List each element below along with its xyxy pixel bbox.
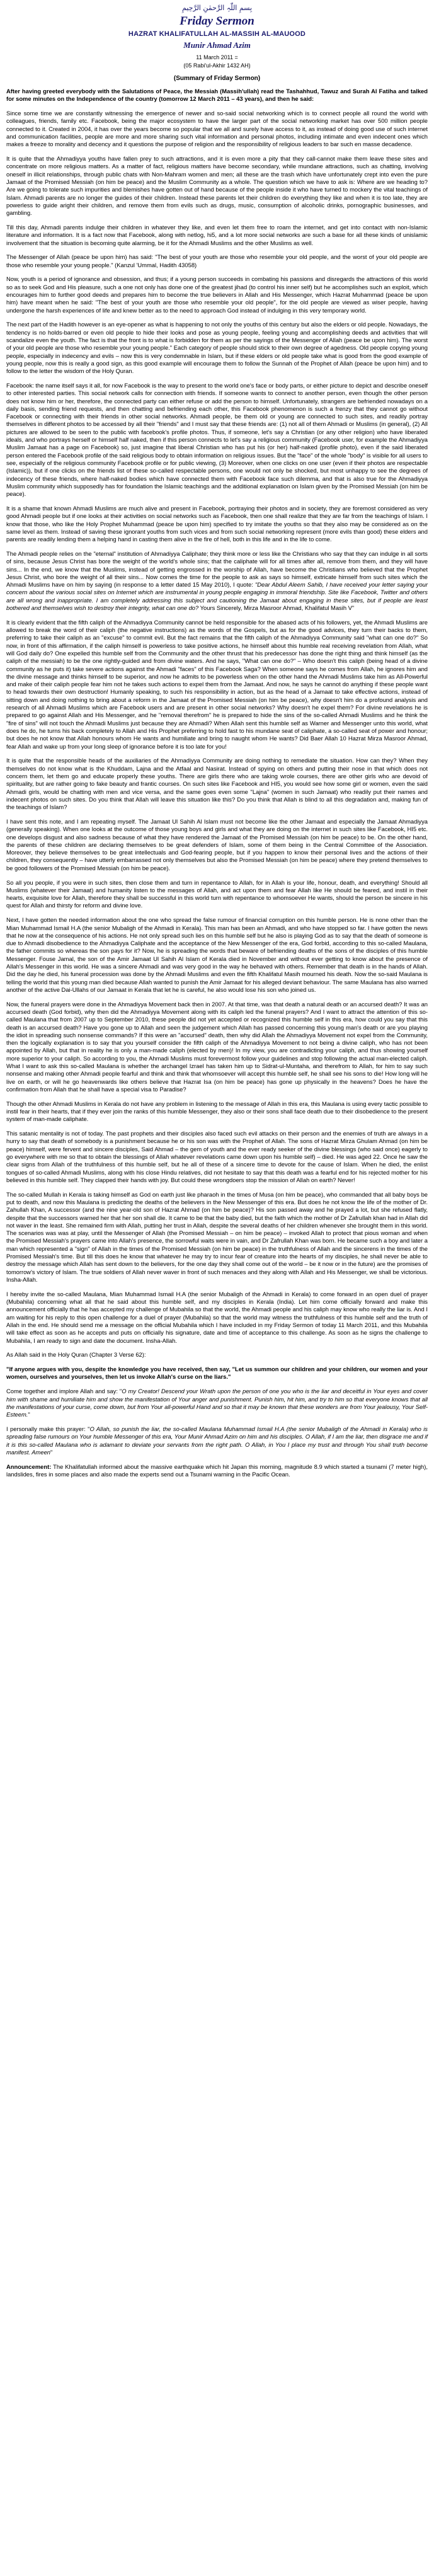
paragraph: The Messenger of Allah (peace be upon him) has said: "The best of your youth are those who resemble your old people, and the worst of your old people are those who resemble your young people." (Kanzul 'Ummal, Hadith 43058) [6, 253, 428, 268]
paragraph: It is quite that the responsible heads of the auxiliaries of the Ahmadiyya Community are doing nothing to remediate the situation. How can they? When they themselves do not know what is the Khuddam, Lajna and the Atfaal and Nasirat. Instead of spying on others and putting their nose in that which does not concern them, let them go and educate properly these youths. There are girls there who are taking wrole courses, there are other girls who are devoid of spirituality, but are rather going to fake beauty and frantic courses. On such sites like Facebook and HI5, you would see how some girl or women, even the said Ahmadi girls, would be chatting with men and vice versa, and the same goes even some "Lajna" (women in such Jamaat) who readily put their names and indecent photos on such sites. Do you think that Allah will leave this situation like this? Do you think that Allah is blind to all this degradation and, making fun of the teachings of Islam? [6, 757, 428, 811]
paragraph-text: Come together and implore Allah and say: " [6, 1388, 122, 1395]
paragraph: It is quite that the Ahmadiyya youths have fallen prey to such attractions, and it is even more a pity that they call-cannot make them leave these sites and concentrate on more religious matters. As a matter of fact, religious matters have become secondary, while mundane attractions, such as chatting, involving oneself in illicit relationships, through public chats with Non-Mahram women and men; all these are the trash which have unfortunately crept into even the pure Jamaat of the Promised Messiah (on him be peace) and the Muslim Community as a whole. The question which we have to ask is: Where are we heading to? Are we going to tolerate such impurities and blemishes have gotten out of hand because of the people inside it who have turned to mockery the vital teachings of Islam. Ahmadi parents are no longer the guides of their children. Instead these parents let their children do everything they like and when it is too late, they are powerless to guide aright their children, and remove them from evils such as drugs, music, consumption of alcoholic drinks, pornographic businesses, and gambling. [6, 155, 428, 217]
paragraph-text: The Ahmadi people relies on the "eternal" institution of Ahmadiyya Caliphate; they think more or less like the Christians who say that they can indulge in all sorts of sins, because Jesus Christ has bore the weight of the world's whole sins; that the caliphate will for all times after all, remove from them, and they will have sins... In the end, we know that the Muslims, instead of getting engrossed in the worship of Allah, have become the Christians who believed that the Prophet Jesus Christ, who bore the weight of all their sins... Now comes the time for the people to ask as says so himself, extricate himself from such sites which the Ahmadi Muslims have on him by saying (in response to a letter dated 15 May 2010), I quote: [6, 549, 428, 589]
paragraph-text: I personally make this prayer: " [6, 1425, 90, 1432]
paragraph: Now, the funeral prayers were done in the Ahmadiyya Movement back then in 2007. At that time, was that death a natural death or an accursed death? It was an accursed death (God forbid), why then did the Ahmadiyya Movement along with its caliph led the funeral prayers? And I want to attract the attention of this so-called Maulana that from 2007 up to September 2010, these people did not yet accepted or recognized this humble self in this era, how could you say that this death is an accursed death? Have you gone up to Allah and seen the judgement which Allah has passed concerning this young man's death or are you playing the idiot in spreading such nonsense commands? If this were an "accursed" death, then why did Allah the Ahmadiyya Movement not expel from the Community, then the logically explanation is to say that you yourself consider the fifth caliph of the Ahmadiyya Movement to not being a divine caliph, who has not been appointed by Allah, but that in reality he is only a man-made caliph (elected by men)! In my view, you are contradicting your caliph, and thus showing yourself more superior to your caliph. So according to you, the Ahmadi Muslims must forevermost follow your guidelines and stop following the actual man-elected caliph. What I want to ask this so-called Maulana is whether the archangel Izrael has taken him up to Sidrat-ul-Muntaha, and therefrom to Allah, for him to say such nonsense and making other Ahmadi people fearful and think and think that whomsoever will accept this humble self, he shall see his sons to die! How long will he live on earth, or will he go heavenwards like others believe that Hazrat Isa (on him be peace) has gone up physically in the heavens? Does he have the confirmation from Allah that he shall have a special visa to Paradise? [6, 1000, 428, 1093]
page-title: Friday Sermon [180, 14, 254, 28]
sermon-page [6, 0, 428, 1478]
hijri-date: (05 Rabi'ul-Akhir 1432 AH) [183, 62, 251, 69]
letter-signature: Yours Sincerely, Mirza Masroor Ahmad, Khalifatul Masih V" [198, 604, 355, 612]
prayer-quote: O Allah, so punish the liar, the so-called Maulana Muhammad Ismail H.A (the senior Mubaligh of the Ahmadi in Kerala) who is spreading false rumours on Your humble Messenger of this era, Your Munir Ahmad Azim on him and his disciples. O Allah, if I am the liar, then disgrace me and if it is this so-called Maulana who is adamant to deviate your servants from the right path. O Allah, in You I place my trust and through You shall truth become manifest. Ameen [6, 1425, 428, 1456]
paragraph: It is a shame that known Ahmadi Muslims are much alive and present in Facebook, portraying their photos and in society, they are foremost considered as very good Ahmadi people but if one looks at their activities on social networks such as Facebook, then one shall realize that they are far from the teachings of Islam. I know that those, who like the Holy Prophet Muhammad (peace be upon him) specified to try imitate the youths so that they also may be considered as on the same level as them. Instead of saving these ignorant youths from such vices and from such social networking represent (more evils than good) these elders and parents are readily lending them a helping hand in casting them alive in the fire of hell, both in this life and in the life to come. [6, 504, 428, 543]
paragraph: So all you people, if you were in such sites, then close them and turn in repentance to Allah, for in Allah is your life, honour, death, and everything! Should all Muslims (whatever their Jamaat) and humanity listen to the messages of Allah, and act upon them and fear Allah like He should be feared, and instil in their hearts, exquisite love for Allah, therefore they shall be successful in this world turn with repentance to whomsoever He wants, should the person be sincere in his quest for Allah and thirsty for reform and divine love. [6, 878, 428, 909]
paragraph: Facebook: the name itself says it all, for now Facebook is the way to present to the world one's face or body parts, or either picture to depict and describe oneself to other interested parties. This social network calls for connection with friends. If someone wants to connect to another person, even though the other person does not know him or her, therefore, the connected party can either refuse or add the person to himself. Unfortunately, strangers are befriended nowadays on a daily basis, sending friend requests, and then chatting and befriending each other, this Facebook phenomenon is such a frenzy that they cannot go without Facebook or connecting with their friends in other social networks. Ahmadi people, be them old or young are connected to such sites, and readily portray themselves in different photos to be accessed by all their "friends" and I must say that these friends are: (1) not all of them Ahmadi or Muslims (in general), (2) All pictures are allowed to be seen to the public with facebook's profile photos. Thus, if someone, let's say a Christian (or any other religion) who have liberated ideals, and who portrays herself or himself half naked, then if this person connects to let's say a religious community (Facebook user, for example the Ahmadiyya Muslim Jamaat has a page on Facebook) so, just imagine that liberal Christian who has put his (or her) half-naked (profile photo), even if the said liberated person entered the Facebook profile of the said religious body to obtain information on religious issues. But the "face" of the whole "body" is visible for all users to see, especially of the religious community Facebook profile or for public viewing, (3) Moreover, when one clicks on one user (even if their photos are respectable (Islamic)), but if one clicks on the friends list of these so-called respectable persons, one would not only be shocked, but most unhappy to see the degrees of indecency of these friends, where half-naked bodies which have connected them with Facebook face such dilemma, and that is also true for the Ahmadiyya Muslim community which supposedly has for foundation the Islamic teachings and the additional explanation on Islam given by the Promised Messiah (on him be peace). [6, 382, 428, 498]
announcement [6, 1463, 428, 1479]
quote-close: " [28, 1411, 30, 1418]
paragraph: I hereby invite the so-called Maulana, Mian Muhammad Ismail H.A (the senior Mubaligh of the Ahmadi in Kerala) to come forward in an open duel of prayer (Mubahila) concerning what all that he said about this humble self, and my disciples in Kerala (India). Let him come officially forward and make this announcement officially that he has accepted my challenge of Mubahila so that the world, the Ahmadi people and his caliph may know who really the liar is. And I am waiting for his reply to this open challenge for a duel of prayer (Mubahila) so that the world may witness the truthfulness of this humble self and the truth of Allah in the end. He should send me a message on the official Mubahila which I have included in my Friday Sermon of today 11 March 2011, and this Mubahila will take effect as soon as he accepts and puts on officially his signature, date and time of acceptance to this challenge. As soon as he signs the challenge to Mubahila, I am ready to sign and date the document. Insha-Allah. [6, 1290, 428, 1344]
sermon-body [6, 88, 428, 1478]
bismillah-heading: بِسمِ اللّٰہِ الرَّحمٰنِ الرَّحِیمِ [181, 4, 253, 12]
paragraph: It is clearly evident that the fifth caliph of the Ahmadiyya Community cannot be held responsible for the abased acts of his followers, yet, the Ahmadi Muslims are allowed to break the word of their caliph (the negative instructions) as the words of the Gospels, but as for the good advices, they turn their backs to them, preferring to take their caliph as an "excuse" to commit evil. But the fact remains that the fifth caliph of the Ahmadiyya Community said "what can one do?" So now, in front of this affirmation, if the caliph himself is powerless to take positive actions, he himself about this humble real receiving revelation from Allah, what will God daily do? One expelled this humble self from the Community and the other thrust that his predecessor has done the right thing and think himself (as the caliph of the messiah) to be the one rightly-guided and from divine waters. And he says, "What can one do?" – Who doesn't this caliph (being head of a divine community as he puts it) take severe actions against the Ahmadi "faces" of this Facebook Saga? When someone says he comes from Allah, he ignores him and the divine message and thinks himself to be superior, and now he admits to be powerless when on the other hand the Ahmadi Muslims take him as All-Powerful and make of their caliph people fear him not he takes such actions to expel them from the Jamaat. And now, he says he cannot do anything if these people want to head towards their own destruction! Humanly speaking, to such his responsibility in action, but as the head of a Jamaat to take effective actions, instead of sitting down and doing nothing to bring about a reform in the Jamaat of the Promised Messiah (on him be peace), why doesn't him do a profound analysis and research of all Ahmadi Muslims which are Facebook users and are present in other social networks? Why doesn't he expel them? For divine revelations he is prepared to go against Allah and His Messenger, and he "removal therefrom" he is prepared to hide the sins of the so-called Ahmadi Muslims and he think the "fire of sins" will not touch the Ahmadi Muslims just because they are Ahmadi? When Allah sent this humble self as Warner and Messenger unto this world, what does he do, he turns his back completely to Allah and His Prophet preferring to hold fast to his mundane seat of caliphate, a so-called seat of power and honour; but does he not know that Allah honours whom He wants and humiliate and bring to naught whom He wants? Did Baer Allah 10 Hazrat Mirza Masroor Ahmad, fear Allah and wake up from your long sleep of ignorance before it is too late for you! [6, 618, 428, 750]
paragraph [6, 1388, 428, 1418]
quoted-letter: "Dear Abdul Aleem Sahib, I have received your letter saying your concern about the various social sites on Internet which are instrumental in young people engaging in immoral friendship. Site like Facebook, Twitter and others are all wrong and inappropriate. I am completely addressing this subject and cautioning the Jamaat about engaging in these sites, but if people are least bothered and themselves wish to destroy their integrity, what can one do? [6, 581, 428, 612]
paragraph: Since some time we are constantly witnessing the emergence of newer and so-said social networking which is to connect people all round the world with colleagues, friends, family etc. Facebook, being the major ecosystem to have the larger part of the social networking market has over 500 million people connected to it. Created in 2004, it has over the years become so popular that we all and surely have access to it, as instead of doing good use of such internet and communication facilities, people are more and more sharing such vital information and personal photos, including intimate and even indecent ones which makes a freeze to morality and decency and it questions the purpose of religion and the responsibility of religious leaders to bar such en masse decadence. [6, 110, 428, 148]
prayer-quote: O my Creator! Descend your Wrath upon the person of one you who is the liar and deceitful in Your eyes and cover him with shame and humiliate him and show the manifestation of Your anger and punishment. Punish him, hit him, and try to him so that everyone knows that all the manifestations of your curse, come down, but from Your all-powerful Hand and so that it may be known that these wonders are from Your jealousy, Your Self-Esteem. [6, 1388, 428, 1418]
paragraph: Now, youth is a period of ignorance and obsession, and thus; if a young person succeeds in combating his passions and disregards the attractions of this world so as to seek God and His pleasure, such a one not only has done one of the greatest jihad (to control his inner self) but he accomplishes such an exploit, which encourages him to further good deeds and prepares him to become the true believers in Allah and His Messenger, which Hazrat Muhammad (peace be upon him) have meant when he said: "The best of your youth are those who resemble your old people", for the old people are viewed as wiser people, having undergone the harsh experiences of life and knew better as to the need to approach God instead of indulging in this very temporary world. [6, 275, 428, 314]
announcement-text: The Khalifatullah informed about the massive earthquake which hit Japan this morning, magnitude 8.9 which started a tsunami (7 meter high), landslides, fires in some places and also made the experts send out a Tsunami warning in the Pacific Ocean. [6, 1463, 428, 1478]
paragraph: Next, I have gotten the needed information about the one who spread the false rumour of financial corruption on this humble person. He is none other than the Mian Muhammad Ismail H.A (the senior Mubaligh of the Ahmadi in Kerala). This man has been an Ahmadi, and who have stopped so far. I have gotten the news that he now at the consequence of his actions. He not only spread such lies on this humble self but he also is playing God as to say that the death of someone is due to Ahmadi disobedience to the Ahmadiyya Caliphate and the acceptance of the New Messenger of the era, God forbid, according to this so-called Maulana, the father commits so whereas the son pays for it? Now, he is spreading the words that beware of befriending deaths of the sons of the disciples of this humble Messenger. Fouse Jamal, the son of the Amir Jamaat Ul Sahih Al Islam of Kerala died in November and without ever getting to know about the presence of Allah's Messenger in this world. He was a sincere Ahmadi and was very good in the way he behaved with others. Remember that death is in the hands of Allah. Did the day he died, his funeral procession was done by the Ahmadi Muslims and even the fifth Khalifatul Masih mourned his death. Now the so-said Maulana is telling the world that this young man died because Allah wanted to punish the Amir Jamaat for his alleged deviant behaviour. The same Maulana has also warned another of the active Dai-Ullahs of our Jamaat in Kerala that let he is careful, he also would lose his son who joined us. [6, 916, 428, 993]
author-name: Munir Ahmad Azim [183, 40, 251, 50]
paragraph: Till this day, Ahmadi parents indulge their children in whatever they like, and even let them free to roam the internet, and get into contact with non-Islamic literature and information. It is a fact now that Facebook, along with netlog, hi5, and a lot more social networks are such a base for all these kinds of unislamic involvement that the situation is becoming quite alarming, be it for the Ahmadi Muslims and the other Muslims as well. [6, 223, 428, 246]
paragraph [6, 550, 428, 612]
announcement-label: Announcement: [6, 1463, 52, 1470]
paragraph: Though the other Ahmadi Muslims in Kerala do not have any problem in listening to the message of Allah in this era, this Maulana is using every tactic possible to instil fear in their hearts, that if they ever join the ranks of this humble Messenger, they also or their sons shall face death due to their disobedience to the present system of man-made caliphate. [6, 1100, 428, 1123]
sermon-date: 11 March 2011 = [196, 54, 238, 60]
summary-label: (Summary of Friday Sermon) [173, 75, 261, 82]
speaker-name: HAZRAT KHALIFATULLAH AL-MASSIH AL-MAUOOD [128, 30, 306, 38]
paragraph: The so-called Mullah in Kerala is taking himself as God on earth just like pharaoh in the times of Musa (on him be peace), who commanded that all baby boys be put to death, and now this Maulana is predicting the deaths of the believers in the New Messenger of this era. But does he not know the life of the mother of Dr. Zahullah Khan, A successor (and the nine year-old son of Hazrat Ahmad (on him be peace)? His son passed away and he prayed a lot, but she refused flatly, despite that the successors warned her that her son shall die. It came to be that the baby died, but the faith which the mother of Dr Zafrullah khan had in Allah did not waver in the least. She remained firm with Allah, putting her trust in Allah, despite the several deaths of her children whenever she brought them in this world. The scenarios was was at play, until the Messenger of Allah (the Promised Messiah – on him be peace) – invoked Allah to protect that pious woman and when the Promised Messiah's prayers came into Allah's presence, the sorrowful waits were in vain, and Dr Zafrullah Khan was born. He became such a boy and later a man which represented a "sign" of Allah in the times of the Promised Messiah (on him be peace) in the truthfulness of Allah and the sincerens in the times of the Promised Messiah's time. But till this does he know that whatever he may try to incur fear of creature into the hearts of my disciples, he shall never be able to destroy the message which Allah has sent down to the believers, for the one day they shall come out of the world – be it now or in the future) are the promises of tomorrow's victory of Islam. The true soldiers of Allah never waver in front of such menaces and they along with Allah and His Messenger, we shall be victorious. Insha-Allah. [6, 1190, 428, 1283]
paragraph: This satanic mentality is not of today. The past prophets and their disciples also faced such evil attacks on their person and the enemies of truth are always in a hurry to say that death of somebody is a punishment because he or his son was with the Prophet of Allah. The sons of Hazrat Mirza Ghulam Ahmad (on him be peace) himself, were fervent and sincere disciples, Said Ahmad – the gem of youth and the ever ready seeker of the divine blessings (who said once) eagerly to go everywhere with me so that to obtain the blessings of Allah whatever revelations came down upon his humble self) – died. He was aged 22. Once he saw the clear signs from Allah of the truthfulness of this humble self, but he all of these of a sincere time to devote for the cause of Islam. When he died, the enlist tongues of so-called Ahmadi Muslims, along with his close Hindu relatives, did not hesitate to say that this death was a fearful end for his rejected mother for his believed in this humble self. They clapped their hands with joy. But could these wrongdoers stop the mission of Allah on earth? Never! [6, 1130, 428, 1183]
paragraph: As Allah said in the Holy Quran (Chapter 3 Verse 62): [6, 1351, 146, 1359]
quote-close: " [50, 1448, 53, 1456]
quran-verse: "If anyone argues with you, despite the knowledge you have received, then say, "Let us summon our children and your children, our women and your women, ourselves and yourselves, then let us invoke Allah's curse on the liars." [6, 1366, 428, 1381]
intro-paragraph: After having greeted everybody with the Salutations of Peace, the Messiah (Massih'ullah) read the Tashahhud, Tawuz and Surah Al Fatiha and talked for some minutes on the Independence of the country (tomorrow 12 March 2011 – 43 years), and then he said: [6, 88, 428, 103]
paragraph [6, 1425, 428, 1456]
paragraph: I have sent this note, and I am repeating myself. The Jamaat Ul Sahih Al Islam must not become like the other Jamaat and especially the Jamaat Ahmadiyya (generally speaking). When one looks at the outcome of those young boys and girls and what they are doing on the internet in such sites like Facebook, HI5 etc. one develops disgust and also sadness because of what they have rendered the Jamaat of the Promised Messiah (on him be peace) to be. On the other hand, the parents of these children are declaring themselves to be great defenders of Islam, some of them being in the Central Committee of the Association. Moreover, they believe themselves to be great intellectuals and God-fearing people, but if you happen to know their personal lives and the actions of their children, they consequently – have utterly embarrassed not only themselves but also the Promised Messiah (on him be peace) where they pretend themselves to be good followers of the Promised Messiah (on him be peace). [6, 817, 428, 871]
paragraph: The next part of the Hadith however is an eye-opener as what is happening to not only the youths of this century but also the elders or old people. Nowadays, the tendency is no holds-barred or even old people to hide their looks and pose as young people, feeling young and accomplishing deeds and activities that will scandalize even the youth. The fact is that the front is to what is forbidden for them as per the sayings of the Messenger of Allah (peace be upon him). The worst of your old people are those who resemble your young people." Each category of people should stick to their own degree of agedness. Old people copying young people, especially in indecency and evils – now this is very condemnable in Islam, but if these elders or old people take what is good from the good example of young people, now this is really a good sign, as this good example will encourage them to follow the Sunnah of the Prophet of Allah (peace be upon him) and to follow to the letter the wisdom of the Holy Quran. [6, 321, 428, 375]
